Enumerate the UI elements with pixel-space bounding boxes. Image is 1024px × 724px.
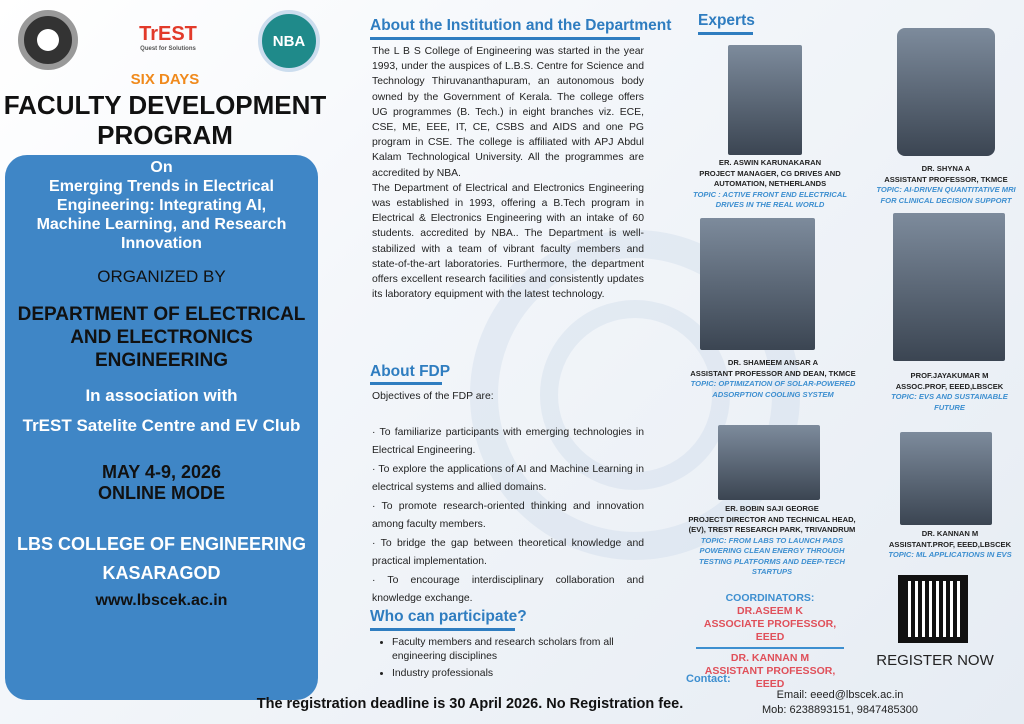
expert-name: ER. ASWIN KARUNAKARAN — [718, 158, 822, 167]
fdp-theme: Emerging Trends in Electrical Engineering: Integrating AI, Machine Learning, and Research Innovation — [36, 178, 287, 252]
expert-photo — [718, 425, 820, 500]
program-mode: ONLINE MODE — [97, 483, 225, 503]
on-label: On — [150, 159, 173, 176]
contact-email[interactable]: Email: eeed@lbscek.ac.in — [776, 689, 904, 701]
program-dates: MAY 4-9, 2026 — [101, 462, 222, 482]
nba-logo — [258, 10, 320, 72]
about-text — [372, 44, 644, 302]
about-institution-text: The L B S College of Engineering was started in the year 1993, under the auspices of L.B.S. Centre for Science and Technology Thiruvananthapuram, an autonomous body owned by the Government of Kerala. The college offers UG programmes (B. Tech.) in eight branches viz. ECE, CSE, ME, EEE, IT, CE, CSBS and AIDS and one PG program in CSE. The college is affiliated with APJ Abdul Kalam Technological University. All the programmes are accredited by NBA. — [372, 46, 644, 179]
contact-mobile: Mob: 6238893151, 9847485300 — [762, 704, 918, 716]
coordinator-name: DR.ASEEM K — [737, 605, 803, 617]
program-title — [0, 90, 330, 150]
objective-item: · To familiarize participants with emerging technologies in Electrical Engineering. — [372, 426, 644, 456]
expert-role: ASSISTANT.PROF, EEED,LBSCEK — [888, 539, 1012, 549]
register-now-label: REGISTER NOW — [876, 652, 994, 669]
college-place: KASARAGOD — [102, 563, 221, 583]
trest-logo-text: TrEST — [139, 22, 197, 45]
expert-card — [683, 504, 861, 578]
contact-label: Contact: — [686, 673, 731, 685]
about-department-text: The Department of Electrical and Electronics Engineering was established in 1993, offering a B.Tech program in Electrical & Electronics Engineering with an intake of 60 students. accredited by NBA.. The Department is well-stabilized with a team of vibrant faculty members and state-of-the-art laboratories. Furthermore, the department offers excellent research facilities and consistently updates its laboratory equipment with the latest technology. — [372, 182, 644, 301]
expert-topic: TOPIC: AI-DRIVEN QUANTITATIVE MRI FOR CLINICAL DECISION SUPPORT — [876, 185, 1016, 205]
objective-item: · To explore the applications of AI and Machine Learning in electrical systems and allied domains. — [372, 463, 644, 493]
coordinators-heading: COORDINATORS: — [725, 592, 815, 604]
objectives-intro: Objectives of the FDP are: — [372, 391, 494, 402]
contact-details — [760, 688, 920, 718]
coordinator-role: ASSOCIATE PROFESSOR, EEED — [703, 618, 837, 643]
objective-item: · To bridge the gap between theoretical knowledge and practical implementation. — [372, 537, 644, 567]
fdp-objectives — [372, 388, 644, 609]
expert-name: DR. SHAMEEM ANSAR A — [727, 358, 819, 367]
expert-name: DR. SHYNA A — [921, 164, 971, 173]
expert-topic: TOPIC: OPTIMIZATION OF SOLAR-POWERED ADSORPTION COOLING SYSTEM — [690, 379, 856, 399]
divider — [696, 647, 844, 649]
program-info-panel — [5, 155, 318, 700]
participant-item: • Faculty members and research scholars from all engineering disciplines — [392, 636, 642, 664]
nba-logo-text: NBA — [272, 32, 306, 50]
objective-item: · To encourage interdisciplinary collaboration and knowledge exchange. — [372, 574, 644, 604]
expert-card — [870, 164, 1022, 206]
association-partner: TrEST Satelite Centre and EV Club — [22, 416, 301, 435]
participants-list — [392, 636, 642, 681]
department-name: DEPARTMENT OF ELECTRICAL AND ELECTRONICS ENGINEERING — [17, 304, 306, 371]
expert-photo — [897, 28, 995, 156]
expert-topic: TOPIC: EVS AND SUSTAINABLE FUTURE — [891, 392, 1008, 412]
expert-role: ASSOC.PROF, EEED,LBSCEK — [895, 381, 1004, 391]
expert-role: ASSISTANT PROFESSOR, TKMCE — [884, 174, 1008, 184]
registration-deadline: The registration deadline is 30 April 2026. No Registration fee. — [256, 696, 684, 712]
heading-underline — [370, 382, 442, 385]
expert-name: DR. KANNAN M — [921, 529, 979, 538]
fdp-heading: About FDP — [370, 363, 451, 380]
expert-name: PROF.JAYAKUMAR M — [910, 371, 989, 380]
title-line: PROGRAM — [97, 120, 233, 150]
college-name: LBS COLLEGE OF ENGINEERING — [16, 534, 307, 554]
expert-photo — [900, 432, 992, 525]
expert-card — [875, 371, 1024, 413]
heading-underline — [370, 628, 515, 631]
association-label: In association with — [85, 386, 238, 405]
title-line: FACULTY DEVELOPMENT — [3, 90, 327, 120]
experts-heading: Experts — [698, 12, 755, 29]
expert-role: ASSISTANT PROFESSOR AND DEAN, TKMCE — [690, 368, 856, 378]
coordinator-name: DR. KANNAN M — [730, 652, 810, 664]
participant-item: • Industry professionals — [392, 667, 642, 681]
program-duration: SIX DAYS — [130, 71, 200, 88]
expert-photo — [700, 218, 815, 350]
heading-underline — [370, 37, 640, 40]
expert-name: ER. BOBIN SAJI GEORGE — [725, 504, 819, 513]
expert-topic: TOPIC: ML APPLICATIONS IN EVS — [888, 550, 1012, 559]
trest-tagline: Quest for Solutions — [140, 45, 196, 52]
college-logo — [18, 10, 78, 70]
expert-card — [683, 358, 863, 400]
trest-logo — [118, 8, 218, 66]
registration-qr-code[interactable] — [898, 575, 968, 643]
expert-topic: TOPIC : ACTIVE FRONT END ELECTRICAL DRIVES IN THE REAL WORLD — [693, 189, 847, 209]
participants-heading: Who can participate? — [370, 608, 527, 625]
expert-photo — [893, 213, 1005, 361]
coordinator-role: ASSISTANT PROFESSOR, EEED — [704, 665, 836, 690]
expert-role: PROJECT DIRECTOR AND TECHNICAL HEAD, (EV), TREST RESEARCH PARK, TRIVANDRUM — [688, 514, 856, 534]
website-link[interactable]: www.lbscek.ac.in — [95, 592, 228, 609]
organized-by-label: ORGANIZED BY — [97, 267, 226, 286]
expert-role: PROJECT MANAGER, CG DRIVES AND AUTOMATION, NETHERLANDS — [699, 168, 841, 188]
heading-underline — [698, 32, 753, 35]
expert-topic: TOPIC: FROM LABS TO LAUNCH PADS POWERING CLEAN ENERGY THROUGH TESTING PLATFORMS AND DEEP-TECH STARTUPS — [699, 535, 845, 576]
expert-card — [880, 529, 1020, 561]
objective-item: · To promote research-oriented thinking and innovation among faculty members. — [372, 500, 644, 530]
about-heading: About the Institution and the Department — [370, 17, 672, 34]
expert-card — [685, 158, 855, 211]
expert-photo — [728, 45, 802, 155]
